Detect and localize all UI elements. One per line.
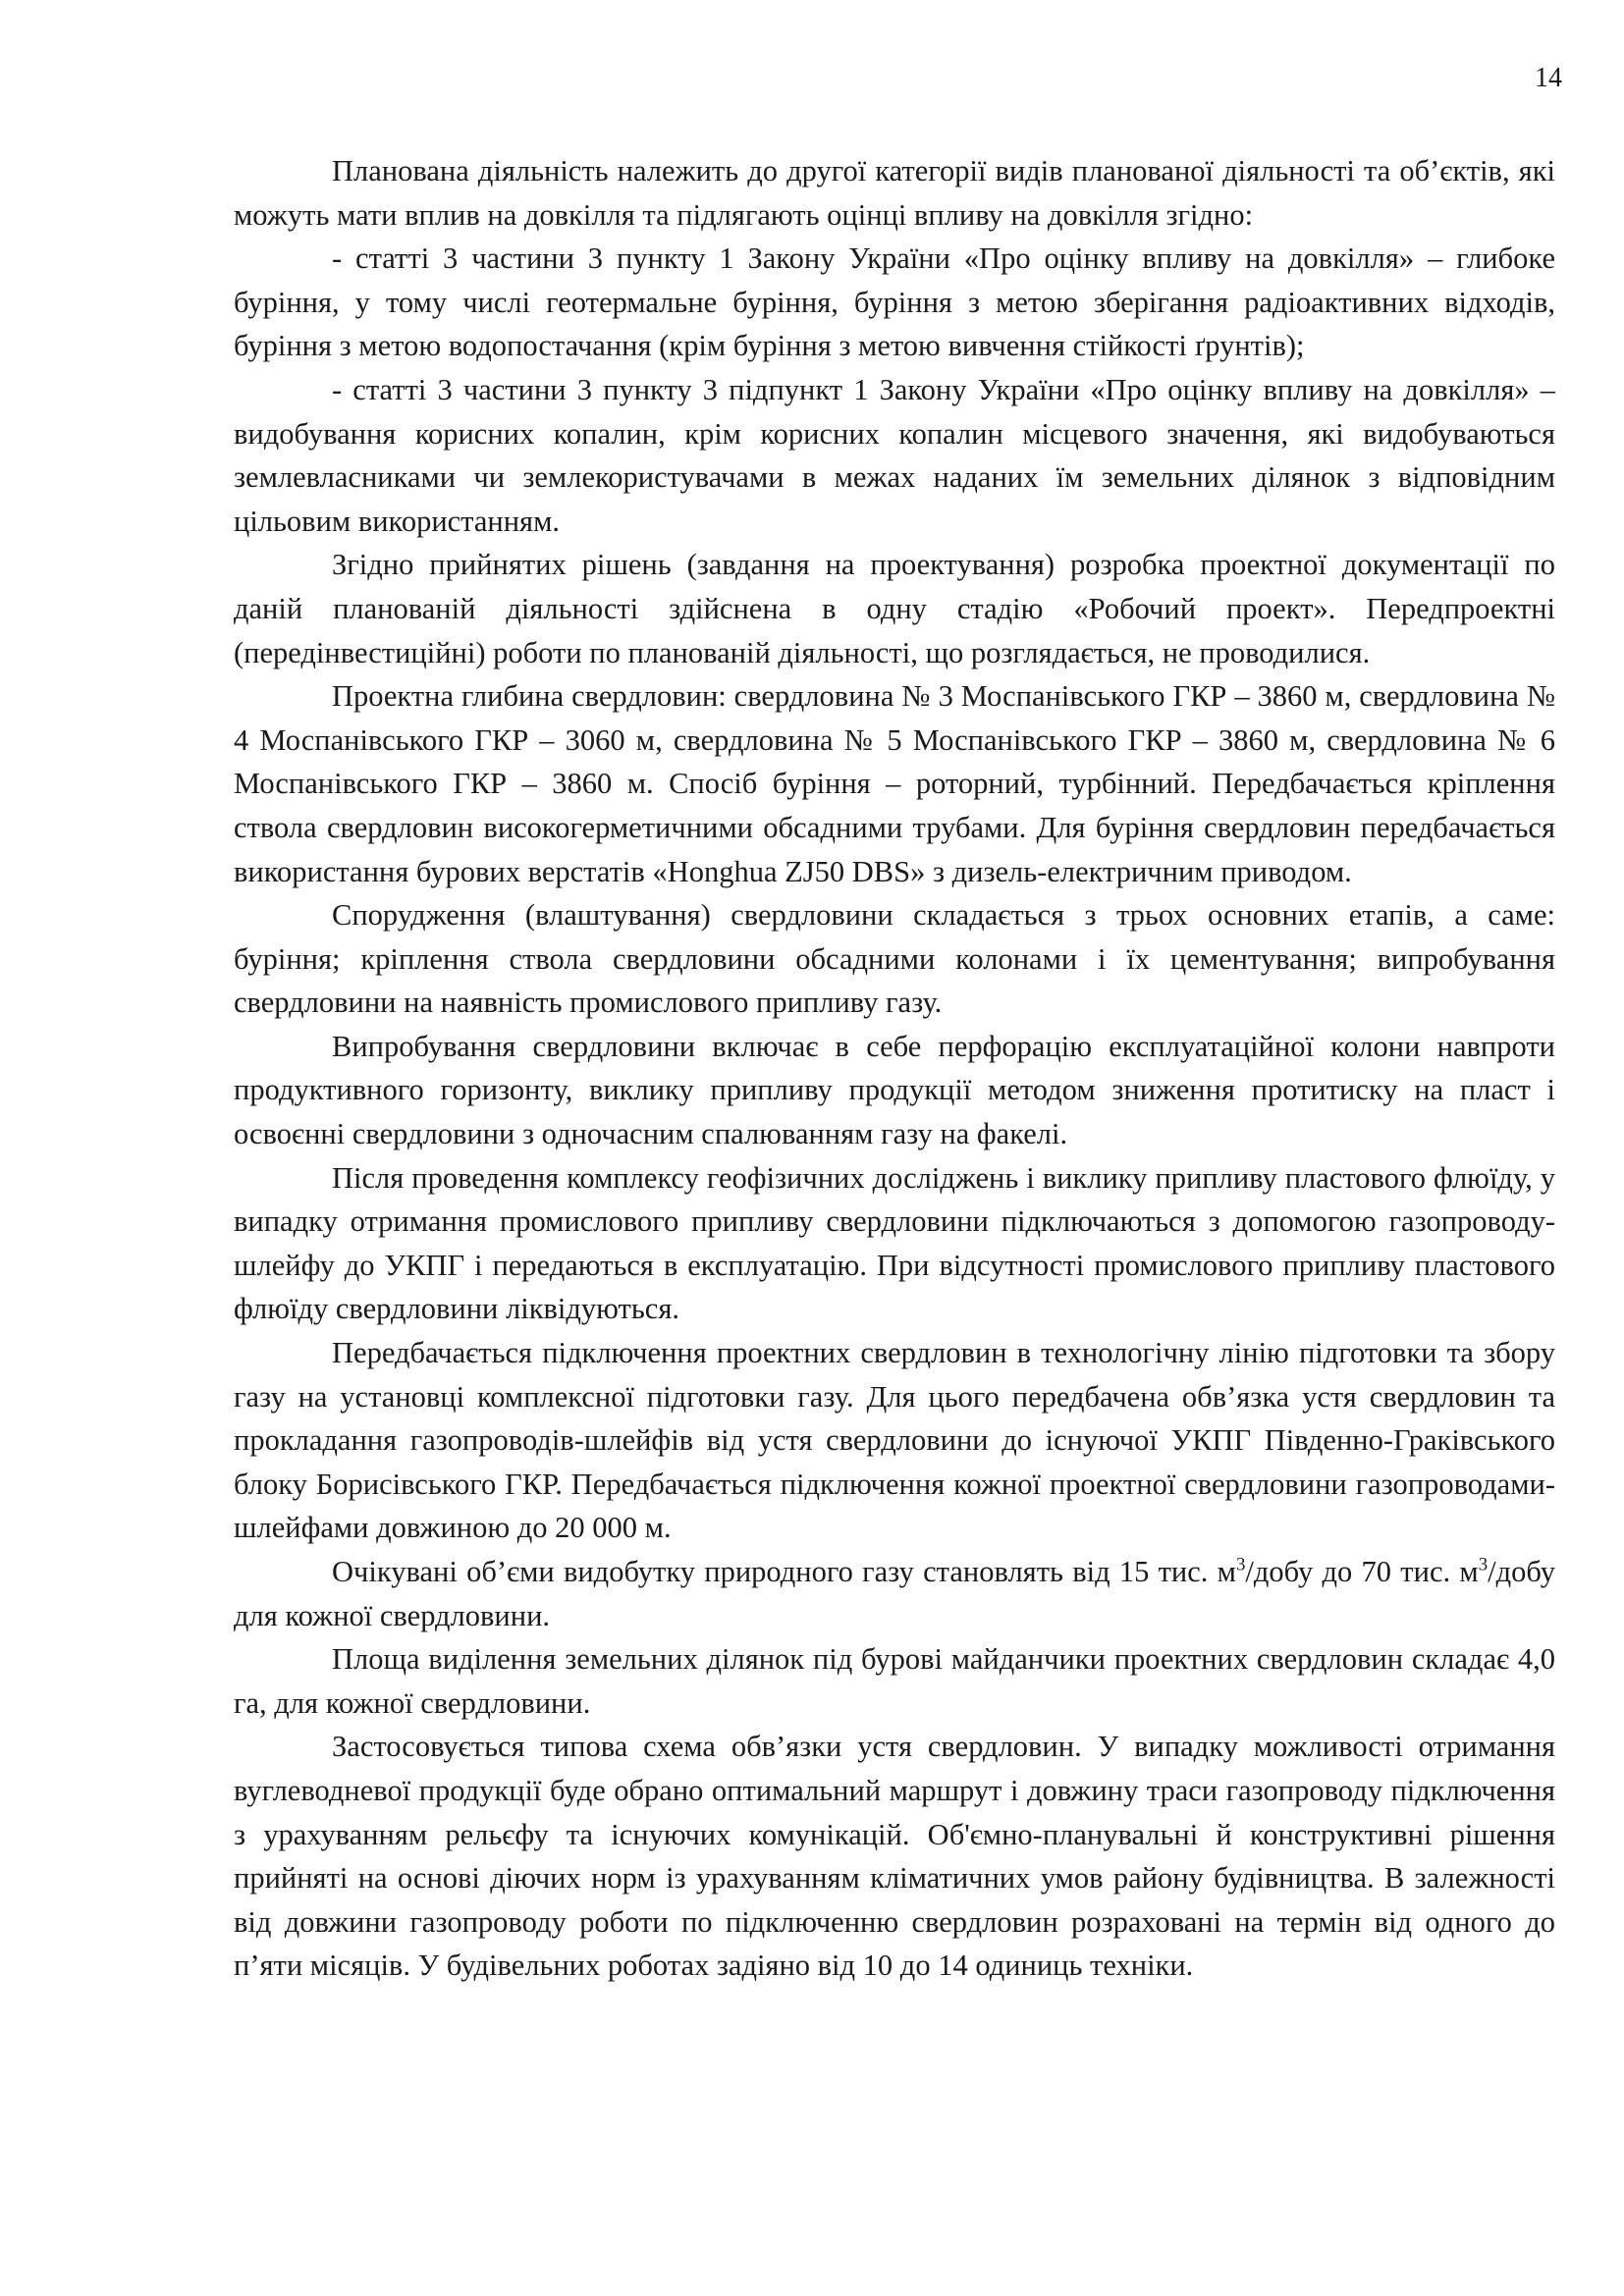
paragraph-land-area: Площа виділення земельних ділянок під бурові майданчики проектних свердловин складає 4,0 га, для кожної свердловини.	[234, 1642, 1555, 1720]
paragraph-construction-stages: Спорудження (влаштування) свердловини складається з трьох основних етапів, а саме: буріння; кріплення ствола свердловини обсадними колонами і їх цементування; випробування свердловини на наявність промислового припливу газу.	[234, 898, 1555, 1020]
volumes-text-3: /добу для кожної свердловини.	[234, 1555, 1555, 1632]
volumes-sup-2: 3	[1478, 1554, 1489, 1575]
paragraph-article-item-1: - статті 3 частини 3 пункту 1 Закону України «Про оцінку впливу на довкілля» – глибоке буріння, у тому числі геотермальне буріння, буріння з метою зберігання радіоактивних відходів, буріння з метою водопостачання (крім буріння з метою вивчення стійкості ґрунтів);	[234, 241, 1555, 363]
paragraph-well-testing: Випробування свердловини включає в себе перфорацію експлуатаційної колони навпроти продуктивного горизонту, виклику припливу продукції методом зниження протитиску на пласт і освоєнні свердловини з одночасним спалюванням газу на факелі.	[234, 1029, 1555, 1151]
paragraph-well-depth: Проектна глибина свердловин: свердловина № 3 Моспанівського ГКР – 3860 м, свердловина № 4 Моспанівського ГКР – 3060 м, свердловина № 5 Моспанівського ГКР – 3860 м, свердловина № 6 Моспанівського ГКР – 3860 м. Спосіб буріння – роторний, турбінний. Передбачається кріплення ствола свердловин високогерметичними обсадними трубами. Для буріння свердловин передбачається використання бурових верстатів «Honghua ZJ50 DBS» з дизель-електричним приводом.	[234, 679, 1555, 888]
paragraph-gas-volumes	[234, 1550, 1555, 1637]
volumes-sup-1: 3	[1235, 1554, 1246, 1575]
paragraph-typical-scheme: Застосовується типова схема обв’язки устя свердловин. У випадку можливості отримання вуглеводневої продукції буде обрано оптимальний маршрут і довжину траси газопроводу підключення з урахуванням рельєфу та існуючих комунікацій. Об'ємно-планувальні й конструктивні рішення прийняті на основі діючих норм із урахуванням кліматичних умов району будівництва. В залежності від довжини газопроводу роботи по підключенню свердловин розраховані на термін від одного до п’яти місяців. У будівельних роботах задіяно від 10 до 14 одиниць техніки.	[234, 1730, 1555, 1983]
paragraph-design-stage: Згідно прийнятих рішень (завдання на проектування) розробка проектної документації по даній планованій діяльності здійснена в одну стадію «Робочий проект». Передпроектні (передінвестиційні) роботи по планованій діяльності, що розглядається, не проводилися.	[234, 548, 1555, 669]
paragraph-connection: Після проведення комплексу геофізичних досліджень і виклику припливу пластового флюїду, у випадку отримання промислового припливу свердловини підключаються з допомогою газопроводу-шлейфу до УКПГ і передаються в експлуатацію. При відсутності промислового припливу пластового флюїду свердловини ліквідуються.	[234, 1160, 1555, 1326]
paragraph-category: Планована діяльність належить до другої категорії видів планованої діяльності та об’єктів, які можуть мати вплив на довкілля та підлягають оцінці впливу на довкілля згідно:	[234, 154, 1555, 232]
document-body	[234, 149, 1555, 1988]
page-number: 14	[1535, 63, 1562, 93]
paragraph-pipeline: Передбачається підключення проектних свердловин в технологічну лінію підготовки та збору газу на установці комплексної підготовки газу. Для цього передбачена обв’язка устя свердловин та прокладання газопроводів-шлейфів від устя свердловини до існуючої УКПГ Південно-Гракiвського блоку Борисівського ГКР. Передбачається підключення кожної проектної свердловини газопроводами-шлейфами довжиною до 20 000 м.	[234, 1336, 1555, 1545]
volumes-text-1: Очікувані об’єми видобутку природного газу становлять від 15 тис. м	[332, 1555, 1236, 1588]
paragraph-article-item-3: - статті 3 частини 3 пункту 3 підпункт 1 Закону України «Про оцінку впливу на довкілля» – видобування корисних копалин, крім корисних копалин місцевого значення, які видобуваються землевласниками чи землекористувачами в межах наданих їм земельних ділянок з відповідним цільовим використанням.	[234, 372, 1555, 538]
volumes-text-2: /добу до 70 тис. м	[1245, 1555, 1479, 1588]
